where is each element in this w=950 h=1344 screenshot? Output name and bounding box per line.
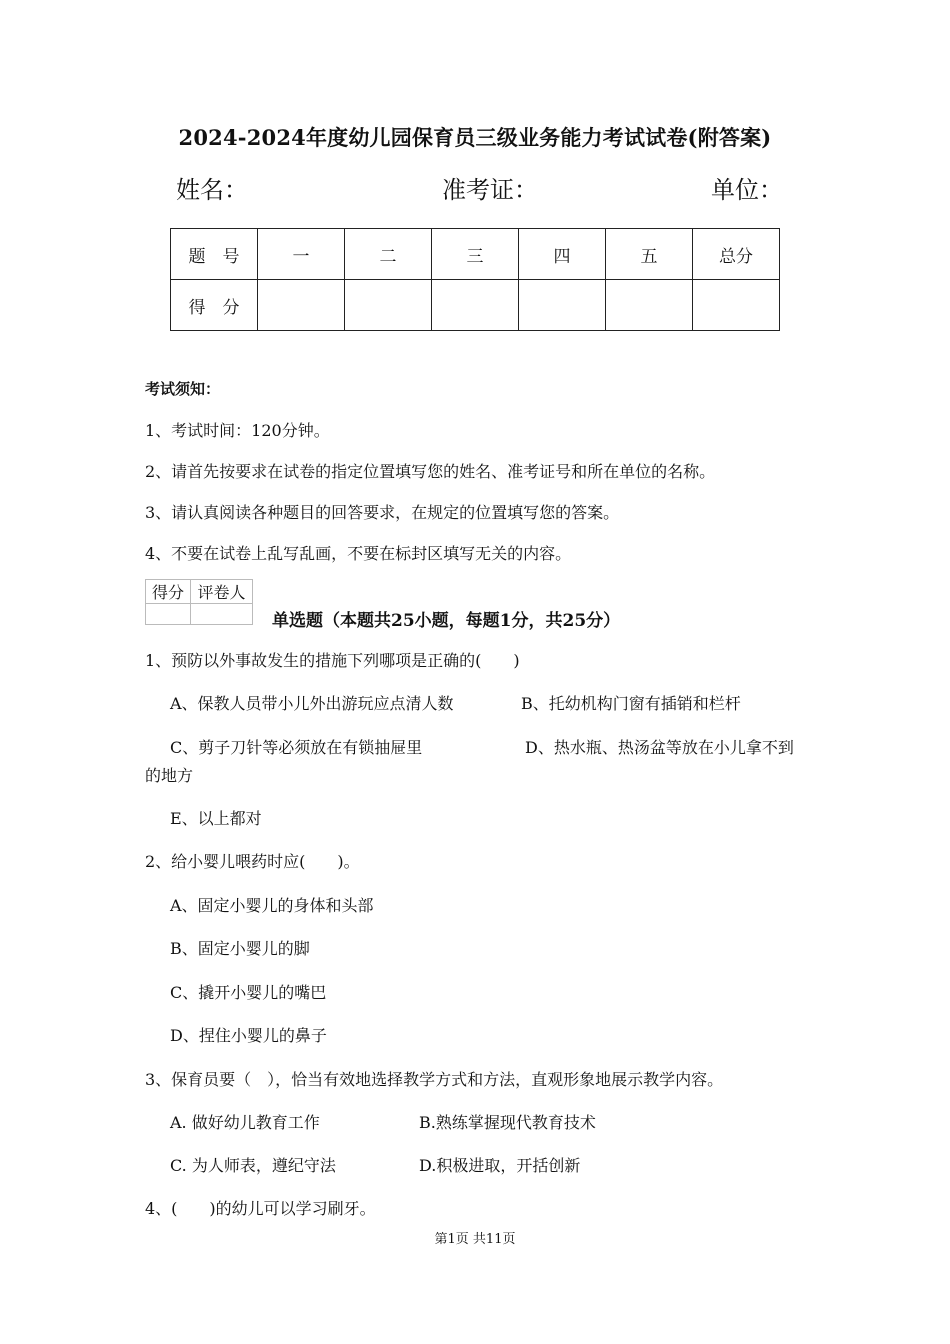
page-title: 2024-2024年度幼儿园保育员三级业务能力考试试卷(附答案) bbox=[178, 125, 772, 150]
note-item: 3、请认真阅读各种题目的回答要求，在规定的位置填写您的答案。 bbox=[145, 503, 620, 522]
question-option[interactable]: A、保教人员带小儿外出游玩应点清人数 bbox=[170, 694, 454, 713]
score-table-cell: 题 号 bbox=[171, 229, 258, 280]
score-table-cell: 得 分 bbox=[171, 280, 258, 331]
question-option[interactable]: C、剪子刀针等必须放在有锁抽屉里 bbox=[170, 738, 423, 757]
page-footer: 第1页 共11页 bbox=[434, 1232, 516, 1247]
grader-reviewer-blank[interactable] bbox=[191, 604, 253, 625]
score-blank-cell[interactable] bbox=[519, 280, 606, 331]
score-table-cell: 总分 bbox=[693, 229, 780, 280]
score-table-cell: 五 bbox=[606, 229, 693, 280]
name-field-label: 姓名： bbox=[176, 176, 248, 204]
score-blank-cell[interactable] bbox=[693, 280, 780, 331]
question-option[interactable]: A. 做好幼儿教育工作 bbox=[170, 1113, 320, 1132]
score-blank-cell[interactable] bbox=[345, 280, 432, 331]
score-table-cell: 一 bbox=[258, 229, 345, 280]
grader-box bbox=[145, 579, 253, 625]
question-stem: 1、预防以外事故发生的措施下列哪项是正确的( ) bbox=[145, 651, 520, 670]
question-option[interactable]: D、热水瓶、热汤盆等放在小儿拿不到 bbox=[525, 738, 794, 757]
question-option[interactable]: A、固定小婴儿的身体和头部 bbox=[170, 896, 374, 915]
section-title: 单选题（本题共25小题，每题1分，共25分） bbox=[272, 611, 621, 631]
notes-heading: 考试须知： bbox=[145, 380, 221, 398]
question-option[interactable]: D、捏住小婴儿的鼻子 bbox=[170, 1026, 327, 1045]
question-option[interactable]: D.积极进取，开括创新 bbox=[419, 1156, 581, 1175]
question-stem: 3、保育员要（ ），恰当有效地选择教学方式和方法，直观形象地展示教学内容。 bbox=[145, 1070, 724, 1089]
grader-score-label: 得分 bbox=[146, 580, 191, 604]
question-option-continuation: 的地方 bbox=[145, 766, 194, 785]
score-blank-cell[interactable] bbox=[606, 280, 693, 331]
exam-id-field-label: 准考证： bbox=[442, 176, 538, 204]
score-table-header-row bbox=[171, 229, 780, 280]
grader-score-blank[interactable] bbox=[146, 604, 191, 625]
note-item: 4、不要在试卷上乱写乱画，不要在标封区填写无关的内容。 bbox=[145, 544, 572, 563]
question-option[interactable]: C、撬开小婴儿的嘴巴 bbox=[170, 983, 327, 1002]
question-option[interactable]: E、以上都对 bbox=[170, 809, 262, 828]
score-blank-cell[interactable] bbox=[258, 280, 345, 331]
question-stem: 4、( )的幼儿可以学习刷牙。 bbox=[145, 1199, 376, 1218]
note-item: 1、考试时间：120分钟。 bbox=[145, 421, 330, 440]
question-option[interactable]: B.熟练掌握现代教育技术 bbox=[419, 1113, 596, 1132]
score-table-cell: 二 bbox=[345, 229, 432, 280]
grader-reviewer-label: 评卷人 bbox=[191, 580, 253, 604]
unit-field-label: 单位： bbox=[711, 176, 783, 204]
question-stem: 2、给小婴儿喂药时应( )。 bbox=[145, 852, 360, 871]
score-table-cell: 四 bbox=[519, 229, 606, 280]
score-table bbox=[170, 228, 780, 331]
question-option[interactable]: B、托幼机构门窗有插销和栏杆 bbox=[521, 694, 741, 713]
question-option[interactable]: C. 为人师表，遵纪守法 bbox=[170, 1156, 336, 1175]
question-option[interactable]: B、固定小婴儿的脚 bbox=[170, 939, 310, 958]
score-table-score-row bbox=[171, 280, 780, 331]
score-blank-cell[interactable] bbox=[432, 280, 519, 331]
note-item: 2、请首先按要求在试卷的指定位置填写您的姓名、准考证号和所在单位的名称。 bbox=[145, 462, 716, 481]
score-table-cell: 三 bbox=[432, 229, 519, 280]
